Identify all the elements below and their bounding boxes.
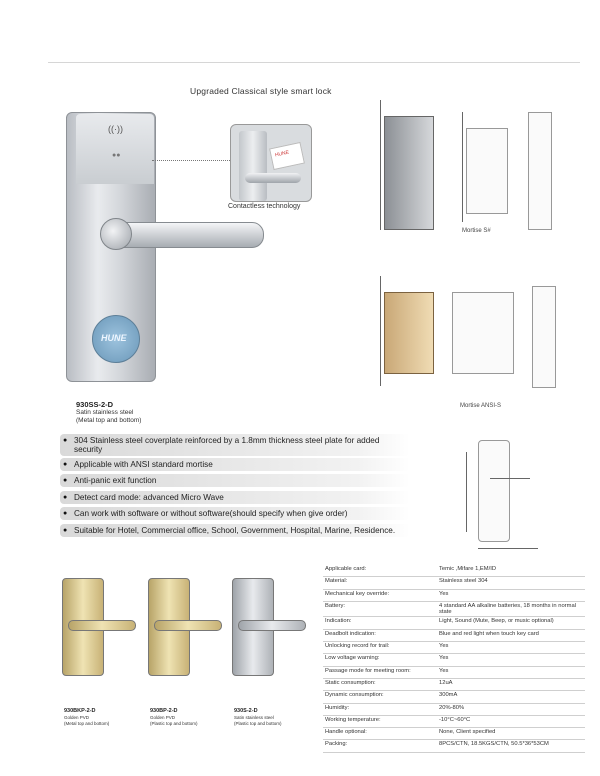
variant-desc: Satin stainless steel (Plastic top and bottom) bbox=[234, 715, 282, 726]
spec-key: Static consumption: bbox=[323, 678, 437, 690]
mortise-body bbox=[384, 116, 434, 230]
feature-item: ● Anti-panic exit function bbox=[60, 474, 410, 487]
spec-row bbox=[323, 577, 585, 589]
spec-key: Low voltage warning: bbox=[323, 654, 437, 666]
spec-key: Packing: bbox=[323, 740, 437, 752]
spec-value: Light, Sound (Mute, Beep, or music optional) bbox=[437, 617, 585, 629]
variant-code: 930BP-2-D bbox=[150, 708, 178, 714]
feature-item: ● Detect card mode: advanced Micro Wave bbox=[60, 491, 410, 504]
led-icon: ●● bbox=[112, 152, 121, 159]
top-divider bbox=[48, 62, 580, 63]
spec-row bbox=[323, 589, 585, 601]
spec-row bbox=[323, 728, 585, 740]
spec-key: Mechanical key override: bbox=[323, 589, 437, 601]
key-card-logo: HUNE bbox=[274, 149, 290, 159]
mortise-s-label: Mortise S# bbox=[462, 228, 491, 234]
spec-row bbox=[323, 629, 585, 641]
spec-table bbox=[323, 565, 585, 753]
spec-row bbox=[323, 740, 585, 752]
spec-value: Stainless steel 304 bbox=[437, 577, 585, 589]
wave-icon: ((·)) bbox=[108, 124, 123, 134]
spec-value: -10°C~60°C bbox=[437, 715, 585, 727]
page-title: Upgraded Classical style smart lock bbox=[190, 86, 332, 96]
spec-value: Blue and red light when touch key card bbox=[437, 629, 585, 641]
spec-value: 300mA bbox=[437, 691, 585, 703]
spec-row bbox=[323, 565, 585, 577]
mortise-ansi-body bbox=[384, 292, 434, 374]
variant-desc: Golden PVD (Metal top and bottom) bbox=[64, 715, 110, 726]
spec-key: Deadbolt indication: bbox=[323, 629, 437, 641]
spec-row bbox=[323, 666, 585, 678]
spec-key: Applicable card: bbox=[323, 565, 437, 577]
variant-desc: Golden PVD (Plastic top and bottom) bbox=[150, 715, 198, 726]
spec-value: Yes bbox=[437, 666, 585, 678]
model-description: Satin stainless steel (Metal top and bottom) bbox=[76, 409, 142, 424]
variant-code: 930BKP-2-D bbox=[64, 708, 96, 714]
feature-item: ● 304 Stainless steel coverplate reinforced by a 1.8mm thickness steel plate for added security bbox=[60, 434, 410, 456]
spec-key: Humidity: bbox=[323, 703, 437, 715]
spec-key: Dynamic consumption: bbox=[323, 691, 437, 703]
spec-value: None, Client specified bbox=[437, 728, 585, 740]
callout-line bbox=[152, 160, 232, 161]
spec-value: 4 standard AA alkaline batteries, 18 months in normal state bbox=[437, 601, 585, 617]
spec-key: Material: bbox=[323, 577, 437, 589]
inset-caption: Contactless technology bbox=[228, 203, 301, 210]
spec-row bbox=[323, 703, 585, 715]
contactless-inset-image bbox=[230, 124, 312, 202]
spec-key: Handle optional: bbox=[323, 728, 437, 740]
spec-row bbox=[323, 678, 585, 690]
spec-value: 20%-80% bbox=[437, 703, 585, 715]
feature-item: ● Can work with software or without software(should specify when give order) bbox=[60, 507, 410, 520]
spec-key: Working temperature: bbox=[323, 715, 437, 727]
model-code: 930SS-2-D bbox=[76, 400, 114, 409]
brand-logo: HUNE bbox=[101, 333, 127, 343]
spec-row bbox=[323, 654, 585, 666]
variant-code: 930S-2-D bbox=[234, 708, 258, 714]
feature-item: ● Suitable for Hotel, Commercial office, School, Government, Hospital, Marine, Residence. bbox=[60, 524, 410, 537]
spec-row bbox=[323, 642, 585, 654]
spec-row bbox=[323, 691, 585, 703]
spec-value: Yes bbox=[437, 589, 585, 601]
lock-lever bbox=[110, 222, 264, 248]
spec-key: Battery: bbox=[323, 601, 437, 617]
lever-rose bbox=[100, 218, 132, 250]
spec-row bbox=[323, 715, 585, 727]
spec-key: Indication: bbox=[323, 617, 437, 629]
feature-item: ● Applicable with ANSI standard mortise bbox=[60, 458, 410, 471]
spec-row bbox=[323, 601, 585, 617]
mortise-ansi-label: Mortise ANSI-S bbox=[460, 403, 502, 409]
spec-row bbox=[323, 617, 585, 629]
spec-value: 12uA bbox=[437, 678, 585, 690]
spec-value: Yes bbox=[437, 654, 585, 666]
spec-value: Yes bbox=[437, 642, 585, 654]
spec-value: Temic ,Mifare 1,EM/ID bbox=[437, 565, 585, 577]
spec-key: Unlocking record for trail: bbox=[323, 642, 437, 654]
spec-value: 8PCS/CTN, 18.5KGS/CTN, 50.5*36*53CM bbox=[437, 740, 585, 752]
spec-key: Passage mode for meeting room: bbox=[323, 666, 437, 678]
